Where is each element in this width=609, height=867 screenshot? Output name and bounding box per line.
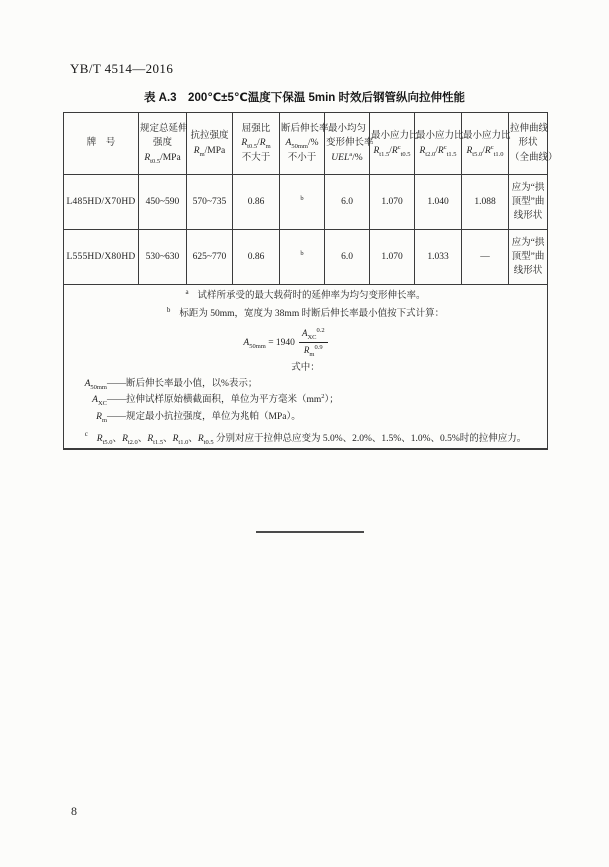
formula-denominator: $R_m^{0.9}$ (303, 343, 323, 358)
cell-value: 450~590 (139, 175, 187, 230)
cell-value: 0.86 (233, 175, 280, 230)
cell-value: 1.040 (415, 175, 462, 230)
header-line: $R_{t2.0}/R^c_{t1.5}$ (419, 143, 457, 158)
cell-value: 0.86 (233, 230, 280, 285)
col-header-stress-ratio-3 (462, 113, 509, 175)
footnote-a-text: 试样所承受的最大载荷时的延伸率为均匀变形伸长率。 (197, 291, 426, 301)
elongation-formula (65, 327, 506, 357)
dash: —— (107, 411, 126, 422)
section-separator-line (256, 531, 364, 533)
footnote-c-text: $R_{t5.0}$、$R_{t2.0}$、$R_{t1.5}$、$R_{t1.0}$、$R_{t0.5}$ 分别对应于拉伸总应变为 5.0%、2.0%、1.5%、1.0%、0.5%时的拉伸应力。 (96, 433, 527, 446)
cell-value: 1.033 (415, 230, 462, 285)
header-line: 牌 号 (86, 138, 116, 149)
header-line: 强度 (152, 138, 172, 149)
header-line: $R_{t1.5}/R^c_{t0.5}$ (373, 143, 411, 158)
table-row (64, 175, 548, 230)
col-header-elongation-after-fracture (280, 113, 329, 175)
footnote-c (65, 432, 546, 447)
symbol: $A_{50mm}$ (84, 378, 107, 391)
cell-value: 1.070 (370, 175, 415, 230)
header-line: 拉伸曲线 (510, 124, 549, 135)
footnote-c-marker: c (84, 430, 88, 439)
dash: —— (107, 378, 126, 389)
cell-value: 6.0 (325, 175, 370, 230)
standard-code: YB/T 4514—2016 (70, 61, 174, 76)
symbol: $A_{XC}$ (92, 395, 107, 408)
header-line: $R_{t0.5}$/MPa (144, 152, 181, 165)
cell-value: 1.088 (462, 175, 509, 230)
where-label: 式中： (291, 363, 320, 374)
table-notes-row (64, 285, 548, 449)
symbol-definition (65, 392, 546, 409)
formula-numerator: $A_{XC}^{0.2}$ (299, 327, 328, 343)
table-notes (64, 285, 548, 449)
table-row (64, 230, 548, 285)
header-line: 不小于 (287, 152, 317, 163)
page-number: 8 (71, 804, 77, 818)
col-header-curve-shape (509, 113, 558, 175)
cell-value: — (462, 230, 509, 285)
formula-lhs: $A_{50mm} = 1940$ (243, 337, 295, 350)
col-header-uniform-elongation (325, 113, 374, 175)
table-header-row (64, 113, 548, 175)
header-line: $R_m$/MPa (193, 145, 226, 158)
header-line: $R_{t5.0}/R^c_{t1.0}$ (466, 143, 504, 158)
cell-value: 625~770 (187, 230, 233, 285)
cell-grade: L555HD/X80HD (64, 230, 139, 285)
header-line: 变形伸长率 (326, 138, 374, 149)
symbol-definition (65, 376, 546, 393)
dash: —— (107, 395, 126, 406)
symbol-definition (65, 409, 546, 426)
header-line: UEL$^a$/% (331, 150, 363, 163)
footnote-b-text: 标距为 50mm，宽度为 38mm 时断后伸长率最小值按下式计算： (179, 309, 445, 320)
header-line: $A_{50mm}/\%$ (285, 138, 319, 151)
definition-text: 拉伸试样原始横截面积，单位为平方毫米$(mm^2)$； (126, 393, 339, 406)
cell-curve-shape: 应为“拱顶型”曲线形状 (509, 230, 548, 285)
header-line: 屈强比 (241, 124, 271, 135)
header-line: 不大于 (241, 152, 271, 163)
footnote-a-marker: a (185, 287, 189, 296)
footnote-b-marker: b (166, 306, 171, 315)
footnote-a (65, 289, 546, 304)
col-header-yield-ratio (233, 113, 280, 175)
cell-curve-shape: 应为“拱顶型”曲线形状 (509, 175, 548, 230)
header-line: 抗拉强度 (190, 131, 229, 142)
header-line: 最小应力比 (463, 131, 511, 142)
header-line: （全曲线） (510, 152, 558, 163)
cell-footnote-ref: b (280, 175, 325, 230)
header-line: 最小均匀 (327, 124, 366, 135)
col-header-stress-ratio-2 (415, 113, 462, 175)
cell-footnote-ref: b (280, 230, 325, 285)
definition-text: 断后伸长率最小值，以%表示； (126, 378, 258, 389)
table-title: 表 A.3 200℃±5℃温度下保温 5min 时效后钢管纵向拉伸性能 (143, 92, 466, 104)
header-line: 最小应力比 (416, 131, 464, 142)
header-line: 最小应力比 (371, 131, 419, 142)
definition-text: 规定最小抗拉强度，单位为兆帕（MPa）。 (126, 411, 301, 422)
tensile-performance-table (63, 112, 558, 450)
col-header-grade (64, 113, 139, 175)
cell-value: 6.0 (325, 230, 370, 285)
col-header-stress-ratio-1 (370, 113, 419, 175)
header-line: 断后伸长率 (281, 124, 329, 135)
col-header-tensile-strength (187, 113, 233, 175)
header-line: $R_{t0.5}/R_m$ (241, 138, 271, 151)
cell-value: 1.070 (370, 230, 415, 285)
cell-grade: L485HD/X70HD (64, 175, 139, 230)
header-line: 规定总延伸 (140, 124, 188, 135)
symbol: $R_m$ (96, 411, 107, 424)
cell-value: 530~630 (139, 230, 187, 285)
cell-value: 570~735 (187, 175, 233, 230)
col-header-total-elongation-strength (139, 113, 187, 175)
footnote-b (65, 307, 546, 322)
formula-fraction (299, 327, 328, 357)
header-line: 形状 (518, 138, 538, 149)
